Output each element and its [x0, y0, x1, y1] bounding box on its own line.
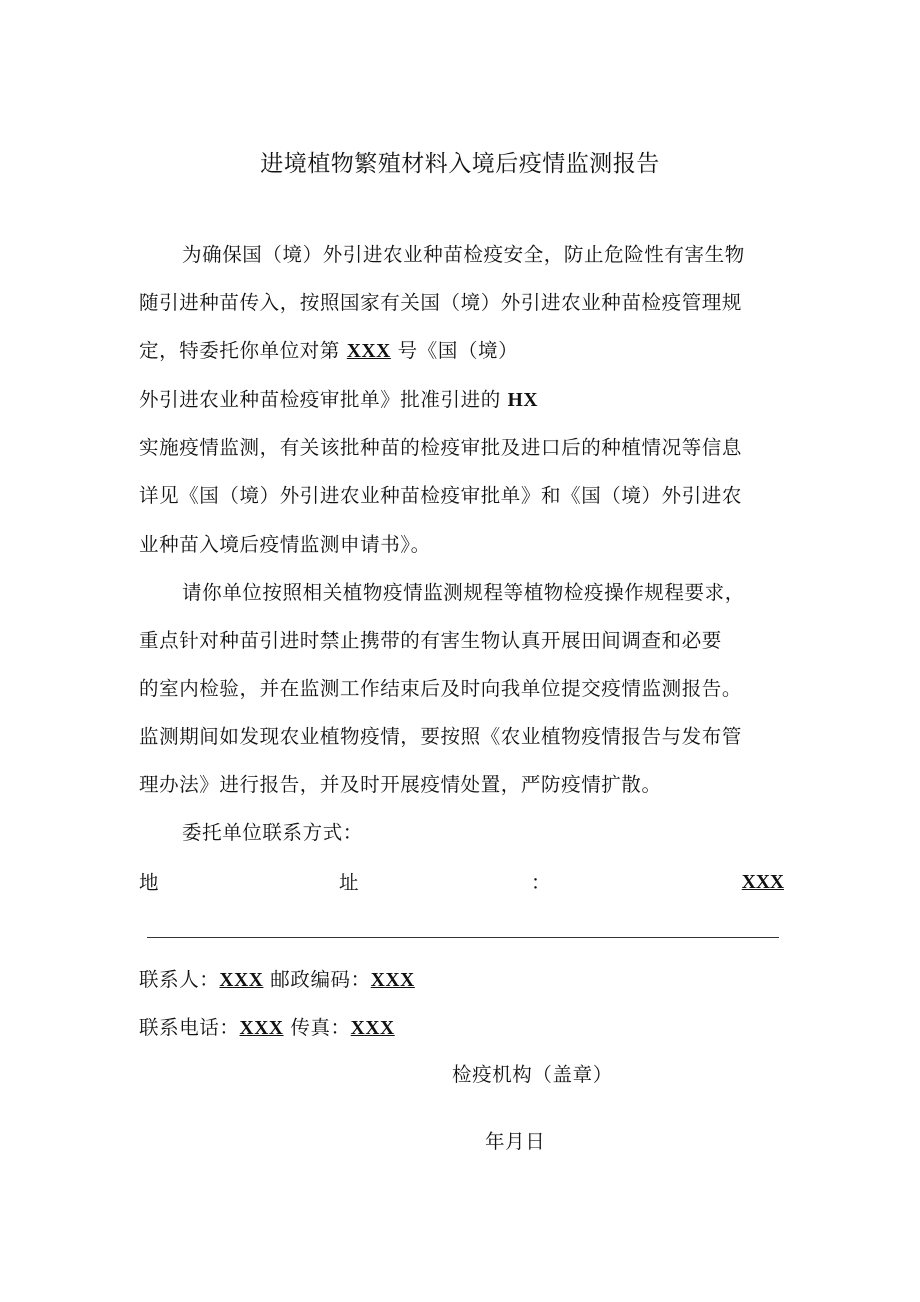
contact-phone-row [139, 1013, 395, 1044]
document-title: 进境植物繁殖材料入境后疫情监测报告 [260, 151, 660, 177]
phone-label: 联系电话： [139, 1016, 240, 1039]
fax-label: 传真： [283, 1016, 351, 1039]
paragraph-1-line-4 [139, 385, 538, 416]
text-segment: 外引进农业种苗检疫审批单》批准引进的 [139, 388, 508, 411]
paragraph-2-line-3: 的室内检验，并在监测工作结束后及时向我单位提交疫情监测报告。 [139, 677, 743, 700]
address-row [139, 868, 784, 898]
address-colon: ： [531, 871, 551, 894]
address-label-char-1: 地 [139, 871, 159, 894]
contact-person-row [139, 965, 415, 996]
fax-value: XXX [350, 1018, 395, 1039]
paragraph-2-line-5: 理办法》进行报告，并及时开展疫情处置，严防疫情扩散。 [139, 773, 662, 796]
postcode-value: XXX [370, 970, 415, 991]
address-value-field: XXX [741, 872, 784, 893]
postcode-label: 邮政编码： [263, 968, 371, 991]
paragraph-2-line-4: 监测期间如发现农业植物疫情，要按照《农业植物疫情报告与发布管 [139, 725, 743, 748]
address-label-char-2: 址 [339, 871, 359, 894]
paragraph-1-line-6: 详见《国（境）外引进农业种苗检疫审批单》和《国（境）外引进农 [139, 484, 743, 507]
paragraph-1-line-7: 业种苗入境后疫情监测申请书》。 [139, 533, 431, 556]
paragraph-1-line-2: 随引进种苗传入，按照国家有关国（境）外引进农业种苗检疫管理规 [139, 291, 743, 314]
text-segment: 号《国（境） [390, 339, 519, 362]
paragraph-1-line-5: 实施疫情监测，有关该批种苗的检疫审批及进口后的种植情况等信息 [139, 436, 743, 459]
plant-code-field: HX [507, 390, 539, 411]
phone-value: XXX [239, 1018, 284, 1039]
date-line: 年月日 [485, 1130, 546, 1153]
contact-person-value: XXX [219, 970, 264, 991]
paragraph-1-line-3 [139, 336, 518, 367]
contact-heading: 委托单位联系方式： [182, 821, 363, 844]
text-segment: 定，特委托你单位对第 [139, 339, 347, 362]
paragraph-1-line-1: 为确保国（境）外引进农业种苗检疫安全，防止危险性有害生物 [182, 243, 745, 266]
approval-number-field: XXX [346, 341, 391, 362]
contact-person-label: 联系人： [139, 968, 220, 991]
paragraph-2-line-1: 请你单位按照相关植物疫情监测规程等植物检疫操作规程要求， [182, 581, 745, 604]
seal-signature: 检疫机构（盖章） [452, 1063, 613, 1086]
address-underline [147, 937, 779, 938]
paragraph-2-line-2: 重点针对种苗引进时禁止携带的有害生物认真开展田间调查和必要 [139, 629, 722, 652]
